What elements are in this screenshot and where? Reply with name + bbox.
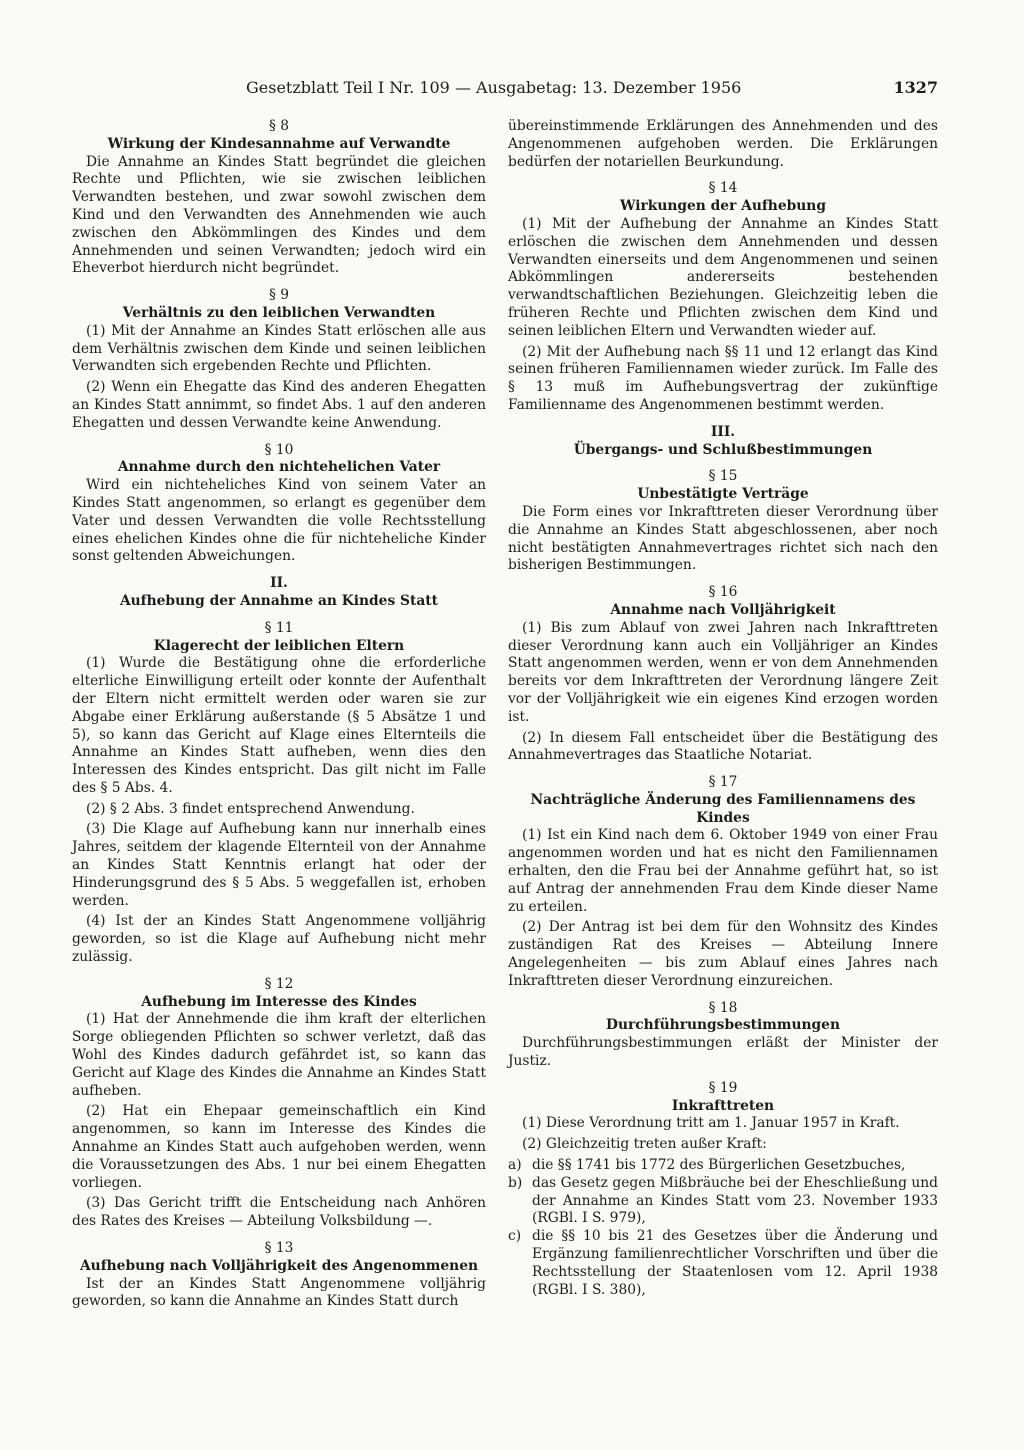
- section-17: [508, 774, 938, 991]
- section-text: Durchführungsbestimmungen erläßt der Minister der Justiz.: [508, 1035, 938, 1070]
- list-item-label: a): [508, 1157, 522, 1174]
- section-number: § 17: [708, 774, 738, 791]
- paragraph: (4) Ist der an Kindes Statt Angenommene volljährig geworden, so ist die Klage auf Aufhebung nicht mehr zulässig.: [72, 913, 486, 966]
- section-number: § 9: [268, 287, 290, 304]
- part-number: III.: [710, 423, 736, 440]
- paragraph: (3) Die Klage auf Aufhebung kann nur innerhalb eines Jahres, seitdem der klagende Elternteil von der Annahme an Kindes Statt Kenntnis erlangt hat oder der Hinderungsgrund des § 5 Abs. 5 weggefallen ist, erhoben werden.: [72, 821, 486, 909]
- part-number: II.: [270, 575, 288, 592]
- section-13-continuation: übereinstimmende Erklärungen des Annehmenden und des Angenommenen aufgehoben werden. Die Erklärungen bedürfen der notariellen Beurkundung.: [508, 118, 938, 170]
- section-number: § 15: [708, 468, 738, 485]
- left-column: [72, 118, 486, 1314]
- paragraph: (1) Wurde die Bestätigung ohne die erforderliche elterliche Einwilligung erteilt oder konnte der Aufenthalt der Eltern nicht ermittelt werden oder waren sie zur Abgabe einer Erklärung außerstande (§ 5 Absätze 1 und 5), so kann das Gericht auf Klage eines Elternteils die Annahme an Kindes Statt aufheben, wenn dies den Interessen des Kindes entspricht. Das gilt nicht im Falle des § 5 Abs. 4.: [72, 655, 486, 796]
- section-title: Annahme nach Volljährigkeit: [610, 601, 836, 618]
- section-title: Annahme durch den nichtehelichen Vater: [117, 459, 441, 476]
- section-title: Aufhebung nach Volljährigkeit des Angenommenen: [79, 1257, 479, 1274]
- section-text: Die Annahme an Kindes Statt begründet die gleichen Rechte und Pflichten, wie sie zwischen leiblichen Verwandten bestehen, und zwar sowohl zwischen dem Kind und den Verwandten des Annehmenden wie auch zwischen den Abkömmlingen des Kindes und dem Annehmenden und seinen Verwandten; jedoch wird ein Eheverbot hierdurch nicht begründet.: [72, 153, 486, 277]
- section-12: [72, 976, 486, 1231]
- section-11: [72, 620, 486, 967]
- paragraph: (2) Mit der Aufhebung nach §§ 11 und 12 erlangt das Kind seinen früheren Familiennamen wieder zurück. Im Falle des § 13 muß im Aufhebungsvertrag der zukünftige Familienname des Angenommenen bestimmt werden.: [508, 343, 938, 413]
- part-3-heading: [508, 424, 938, 460]
- paragraph: (3) Das Gericht trifft die Entscheidung nach Anhören des Rates des Kreises — Abteilung Volksbildung —.: [72, 1195, 486, 1230]
- section-title: Klagerecht der leiblichen Eltern: [153, 637, 405, 654]
- list-item-label: b): [508, 1174, 523, 1191]
- list-item-text: die §§ 1741 bis 1772 des Bürgerlichen Gesetzbuches,: [532, 1157, 906, 1174]
- page-number: 1327: [893, 78, 938, 97]
- section-18: [508, 1000, 938, 1071]
- paragraph: (1) Diese Verordnung tritt am 1. Januar 1957 in Kraft.: [522, 1115, 900, 1132]
- paragraph: (2) Hat ein Ehepaar gemeinschaftlich ein Kind angenommen, so kann im Interesse des Kindes die Annahme an Kindes Statt auch aufgehoben werden, wenn die Voraussetzungen des Abs. 1 nur bei einem Ehegatten vorliegen.: [72, 1103, 486, 1191]
- section-title: Inkrafttreten: [671, 1097, 775, 1114]
- list-item: [508, 1175, 938, 1228]
- paragraph: (1) Hat der Annehmende die ihm kraft der elterlichen Sorge obliegenden Pflichten so schwer verletzt, daß das Wohl des Kindes dadurch gefährdet ist, so kann das Gericht auf Klage des Kindes die Annahme an Kindes Statt aufheben.: [72, 1011, 486, 1099]
- section-number: § 16: [708, 584, 738, 601]
- list-item-text: die §§ 10 bis 21 des Gesetzes über die Änderung und Ergänzung familienrechtlicher Vorschriften und über die Rechtsstellung der Staatenlosen vom 12. April 1938 (RGBl. I S. 380),: [532, 1228, 938, 1298]
- section-text: Ist der an Kindes Statt Angenommene volljährig geworden, so kann die Annahme an Kindes Statt durch: [72, 1275, 486, 1310]
- paragraph: (1) Bis zum Ablauf von zwei Jahren nach Inkrafttreten dieser Verordnung kann auch ein Volljähriger an Kindes Statt angenommen werden, wenn er von dem Annehmenden bereits vor dem Inkrafttreten der Verordnung längere Zeit vor der Volljährigkeit wie ein eigenes Kind erzogen worden ist.: [508, 619, 938, 725]
- paragraph: (2) § 2 Abs. 3 findet entsprechend Anwendung.: [86, 800, 415, 817]
- page-header: [70, 78, 938, 104]
- list-item-label: c): [508, 1228, 522, 1245]
- section-19: [508, 1080, 938, 1300]
- list-item: [508, 1157, 938, 1175]
- part-title: Aufhebung der Annahme an Kindes Statt: [119, 592, 439, 609]
- section-8: [72, 118, 486, 278]
- paragraph: (1) Ist ein Kind nach dem 6. Oktober 1949 von einer Frau angenommen worden und hat es nicht den Familiennamen erhalten, den die Frau bei der Annahme geführt hat, so ist auf Antrag der annehmenden Frau dem Kinde dieser Name zu erteilen.: [508, 827, 938, 915]
- paragraph: (1) Mit der Annahme an Kindes Statt erlöschen alle aus dem Verhältnis zwischen dem Kinde und seinen leiblichen Verwandten sich ergebenden Rechte und Pflichten.: [72, 322, 486, 375]
- section-number: § 10: [264, 441, 294, 458]
- section-13: [72, 1240, 486, 1311]
- paragraph: (2) Wenn ein Ehegatte das Kind des anderen Ehegatten an Kindes Statt annimmt, so findet Abs. 1 auf den anderen Ehegatten und dessen Verwandte keine Anwendung.: [72, 379, 486, 431]
- paragraph: (2) Der Antrag ist bei dem für den Wohnsitz des Kindes zuständigen Rat des Kreises — Abteilung Innere Angelegenheiten — bis zum Ablauf eines Jahres nach Inkrafttreten dieser Verordnung einzureichen.: [508, 919, 938, 989]
- section-title: Verhältnis zu den leiblichen Verwandten: [122, 304, 436, 321]
- section-title: Aufhebung im Interesse des Kindes: [141, 993, 417, 1010]
- section-16: [508, 584, 938, 765]
- paragraph: (1) Mit der Aufhebung der Annahme an Kindes Statt erlöschen die zwischen dem Annehmenden und dessen Verwandten einerseits und dem Angenommenen und seinen Abkömmlingen andererseits bestehenden verwandtschaftlichen Beziehungen. Gleichzeitig leben die früheren Rechte und Pflichten zwischen dem Kind und seinen leiblichen Eltern und Verwandten wieder auf.: [508, 215, 938, 339]
- section-14: [508, 180, 938, 414]
- section-title: Wirkung der Kindesannahme auf Verwandte: [107, 135, 451, 152]
- section-title: Unbestätigte Verträge: [637, 486, 809, 503]
- paragraph: (2) In diesem Fall entscheidet über die Bestätigung des Annahmevertrages das Staatliche Notariat.: [508, 729, 938, 764]
- section-title: Durchführungsbestimmungen: [606, 1017, 840, 1034]
- right-column: [508, 118, 938, 1299]
- section-number: § 19: [708, 1079, 738, 1096]
- section-10: [72, 442, 486, 567]
- section-text: Wird ein nichteheliches Kind von seinem Vater an Kindes Statt angenommen, so erlangt es gegenüber dem Vater und dessen Verwandten die volle Rechtsstellung eines ehelichen Kindes ohne die für nichteheliche Kinder sonst geltenden Abweichungen.: [72, 477, 486, 565]
- section-number: § 18: [708, 999, 738, 1016]
- section-number: § 12: [264, 975, 294, 992]
- part-2-heading: [72, 575, 486, 611]
- part-title: Übergangs- und Schlußbestimmungen: [573, 441, 873, 458]
- paragraph: (2) Gleichzeitig treten außer Kraft:: [522, 1136, 767, 1153]
- section-number: § 8: [268, 118, 290, 134]
- section-title: Nachträgliche Änderung des Familiennamens des Kindes: [530, 791, 916, 826]
- section-9: [72, 287, 486, 432]
- section-number: § 14: [708, 180, 738, 197]
- section-number: § 13: [264, 1240, 294, 1257]
- section-number: § 11: [264, 619, 294, 636]
- section-text: Die Form eines vor Inkrafttreten dieser Verordnung über die Annahme an Kindes Statt abgeschlossenen, aber noch nicht bestätigten Annahmevertrages richtet sich nach den bisherigen Bestimmungen.: [508, 503, 938, 574]
- list-item-text: das Gesetz gegen Mißbräuche bei der Eheschließung und der Annahme an Kindes Statt vom 23. November 1933 (RGBl. I S. 979),: [532, 1174, 938, 1227]
- list-item: [508, 1228, 938, 1299]
- section-title: Wirkungen der Aufhebung: [620, 198, 826, 215]
- section-15: [508, 468, 938, 575]
- header-title: Gesetzblatt Teil I Nr. 109 — Ausgabetag: 13. Dezember 1956: [246, 78, 742, 97]
